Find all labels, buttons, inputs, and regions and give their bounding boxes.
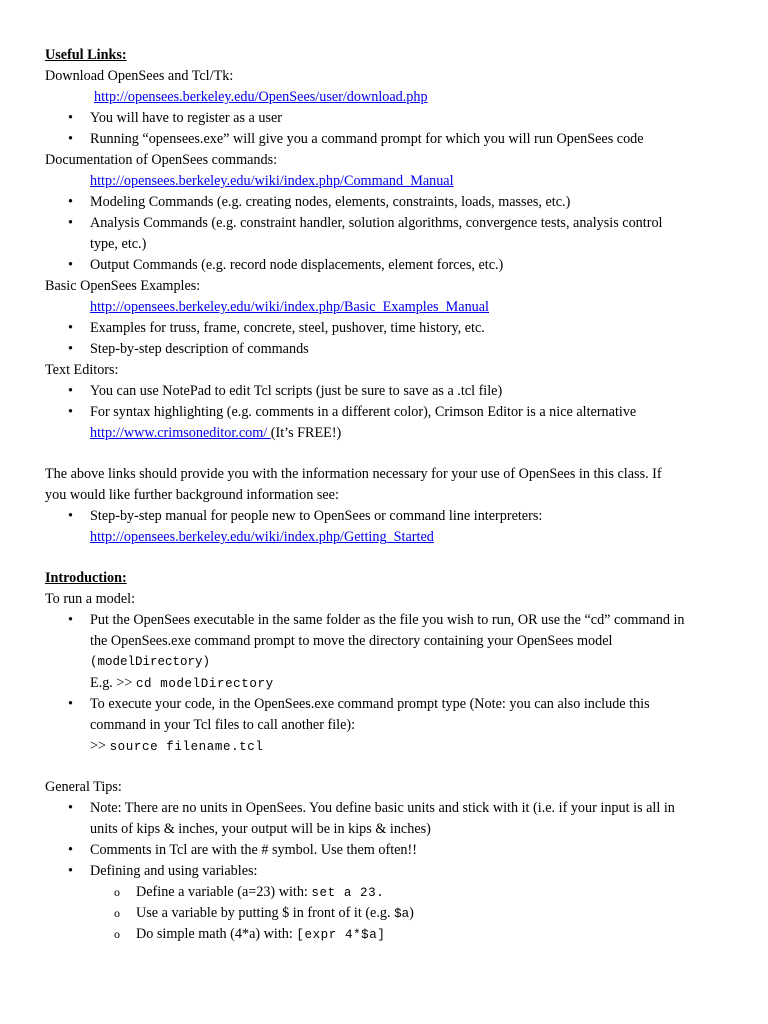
list-item: • To execute your code, in the OpenSees.exe command prompt type (Note: you can also include this	[45, 694, 728, 715]
expr-command-code: [expr 4*$a]	[296, 928, 386, 942]
list-item: • Step-by-step description of commands	[45, 339, 728, 360]
example-prefix: E.g. >>	[90, 675, 136, 691]
command-manual-link[interactable]: http://opensees.berkeley.edu/wiki/index.php/Command_Manual	[90, 173, 454, 189]
introduction-heading: Introduction:	[45, 570, 127, 586]
list-item: • Note: There are no units in OpenSees. You define basic units and stick with it (i.e. if your input is all in	[45, 798, 728, 819]
list-item: • Output Commands (e.g. record node displacements, element forces, etc.)	[45, 255, 728, 276]
crimson-line	[45, 423, 728, 444]
documentation-label: Documentation of OpenSees commands:	[45, 152, 278, 168]
examples-label: Basic OpenSees Examples:	[45, 278, 201, 294]
sub-item-suffix: )	[409, 905, 414, 921]
getting-started-link[interactable]: http://opensees.berkeley.edu/wiki/index.php/Getting_Started	[90, 529, 434, 545]
list-item-continuation: command in your Tcl files to call another file):	[90, 717, 356, 733]
prompt-prefix: >>	[90, 738, 110, 754]
list-item: • Examples for truss, frame, concrete, steel, pushover, time history, etc.	[45, 318, 728, 339]
useful-links-heading: Useful Links:	[45, 47, 127, 63]
sub-list-item	[45, 903, 728, 924]
list-item: • You will have to register as a user	[45, 108, 728, 129]
list-item-continuation: type, etc.)	[90, 236, 147, 252]
list-item: • Comments in Tcl are with the # symbol. Use them often!!	[45, 840, 728, 861]
sub-item-text: Define a variable (a=23) with:	[136, 884, 312, 900]
source-line	[45, 736, 728, 757]
set-command-code: set a 23.	[311, 886, 385, 900]
download-label: Download OpenSees and Tcl/Tk:	[45, 68, 234, 84]
list-item: • You can use NotePad to edit Tcl scripts (just be sure to save as a .tcl file)	[45, 381, 728, 402]
paragraph-line: The above links should provide you with the information necessary for your use of OpenSees in this class. If	[45, 466, 662, 482]
list-item: • Modeling Commands (e.g. creating nodes, elements, constraints, loads, masses, etc.)	[45, 192, 728, 213]
source-command-code: source filename.tcl	[109, 740, 264, 754]
general-tips-label: General Tips:	[45, 779, 122, 795]
crimson-editor-link[interactable]: http://www.crimsoneditor.com/	[90, 425, 271, 441]
crimson-suffix: (It’s FREE!)	[270, 425, 342, 441]
model-directory-code: (modelDirectory)	[90, 655, 211, 669]
list-item-continuation: the OpenSees.exe command prompt to move the directory containing your OpenSees model	[90, 633, 613, 649]
variable-code: $a	[394, 907, 410, 921]
examples-manual-link[interactable]: http://opensees.berkeley.edu/wiki/index.php/Basic_Examples_Manual	[90, 299, 489, 315]
paragraph-line: you would like further background information see:	[45, 487, 339, 503]
list-item: • Running “opensees.exe” will give you a command prompt for which you will run OpenSees code	[45, 129, 728, 150]
download-link[interactable]: http://opensees.berkeley.edu/OpenSees/user/download.php	[94, 89, 428, 105]
text-editors-label: Text Editors:	[45, 362, 119, 378]
list-item-continuation: units of kips & inches, your output will be in kips & inches)	[90, 821, 431, 837]
list-item: • Analysis Commands (e.g. constraint handler, solution algorithms, convergence tests, analysis control	[45, 213, 728, 234]
sub-item-text: Use a variable by putting $ in front of it (e.g.	[136, 905, 395, 921]
sub-list-item	[45, 882, 728, 903]
list-item: • For syntax highlighting (e.g. comments in a different color), Crimson Editor is a nice alternative	[45, 402, 728, 423]
list-item: • Step-by-step manual for people new to OpenSees or command line interpreters:	[45, 506, 728, 527]
sub-item-text: Do simple math (4*a) with:	[136, 926, 297, 942]
run-model-label: To run a model:	[45, 591, 136, 607]
list-item: • Defining and using variables:	[45, 861, 728, 882]
list-item: • Put the OpenSees executable in the same folder as the file you wish to run, OR use the “cd” command in	[45, 610, 728, 631]
sub-list-item	[45, 924, 728, 945]
cd-command-code: cd modelDirectory	[135, 677, 274, 691]
example-line	[45, 673, 728, 694]
